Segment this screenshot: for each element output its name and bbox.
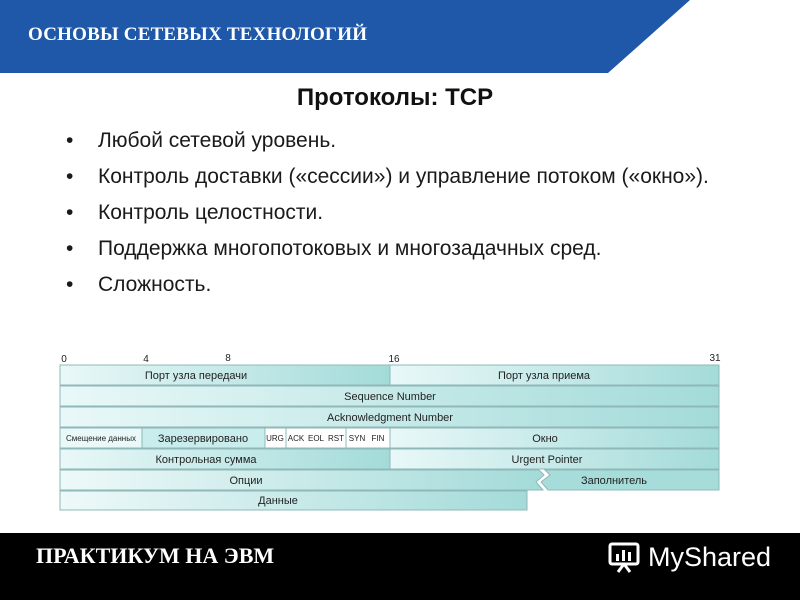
label-padding: Заполнитель	[580, 475, 648, 487]
bit-label-31: 31	[709, 353, 721, 364]
label-rst: RST	[328, 434, 344, 443]
label-seq: Sequence Number	[344, 391, 436, 403]
label-checksum: Контрольная сумма	[155, 454, 257, 466]
bullet-dot: •	[66, 273, 74, 296]
bullet-item	[66, 270, 746, 300]
footer-title: ПРАКТИКУМ НА ЭВМ	[36, 543, 275, 568]
bullet-item	[66, 198, 746, 228]
label-fin: FIN	[371, 434, 385, 443]
bit-label-8: 8	[225, 353, 231, 364]
bullet-item	[66, 126, 746, 156]
label-ack-flag: ACK	[287, 434, 305, 443]
footer-bar	[0, 533, 800, 600]
myshared-logo[interactable]	[606, 537, 771, 577]
bullet-item	[66, 234, 746, 264]
bullet-text: Любой сетевой уровень.	[98, 129, 337, 152]
label-dst-port: Порт узла приема	[497, 370, 591, 382]
bit-label-4: 4	[143, 354, 149, 365]
bit-label-16: 16	[388, 354, 400, 365]
label-data: Данные	[258, 495, 298, 507]
label-ack: Acknowledgment Number	[327, 412, 453, 424]
label-urgent: Urgent Pointer	[511, 454, 583, 466]
bullet-dot: •	[66, 129, 74, 152]
label-src-port: Порт узла передачи	[144, 370, 248, 382]
bullet-dot: •	[66, 201, 74, 224]
bullet-text: Контроль целостности.	[98, 201, 324, 224]
presentation-icon	[606, 539, 642, 575]
label-options: Опции	[229, 475, 263, 487]
bullet-text: Поддержка многопотоковых и многозадачных сред.	[98, 237, 602, 260]
label-urg: URG	[266, 434, 284, 443]
field-options	[60, 470, 544, 490]
bullet-text: Сложность.	[98, 273, 212, 296]
logo-text: MyShared	[648, 541, 772, 572]
bullet-dot: •	[66, 165, 74, 188]
header-band	[0, 0, 800, 73]
header-title: ОСНОВЫ СЕТЕВЫХ ТЕХНОЛОГИЙ	[28, 24, 368, 45]
label-window: Окно	[532, 433, 558, 445]
bullet-text: Контроль доставки («сессии») и управление потоком («окно»).	[98, 165, 709, 188]
label-syn: SYN	[348, 434, 366, 443]
label-offset: Смещение данных	[66, 434, 136, 443]
bullet-item	[66, 162, 746, 192]
slide-title: Протоколы: TCP	[296, 84, 494, 111]
bit-label-0: 0	[61, 354, 67, 365]
tcp-header-diagram	[56, 346, 726, 516]
bullet-dot: •	[66, 237, 74, 260]
bullet-list	[66, 126, 746, 306]
label-reserved: Зарезервировано	[157, 433, 249, 445]
label-eol: EOL	[307, 434, 325, 443]
tcp-header-svg	[56, 346, 726, 516]
